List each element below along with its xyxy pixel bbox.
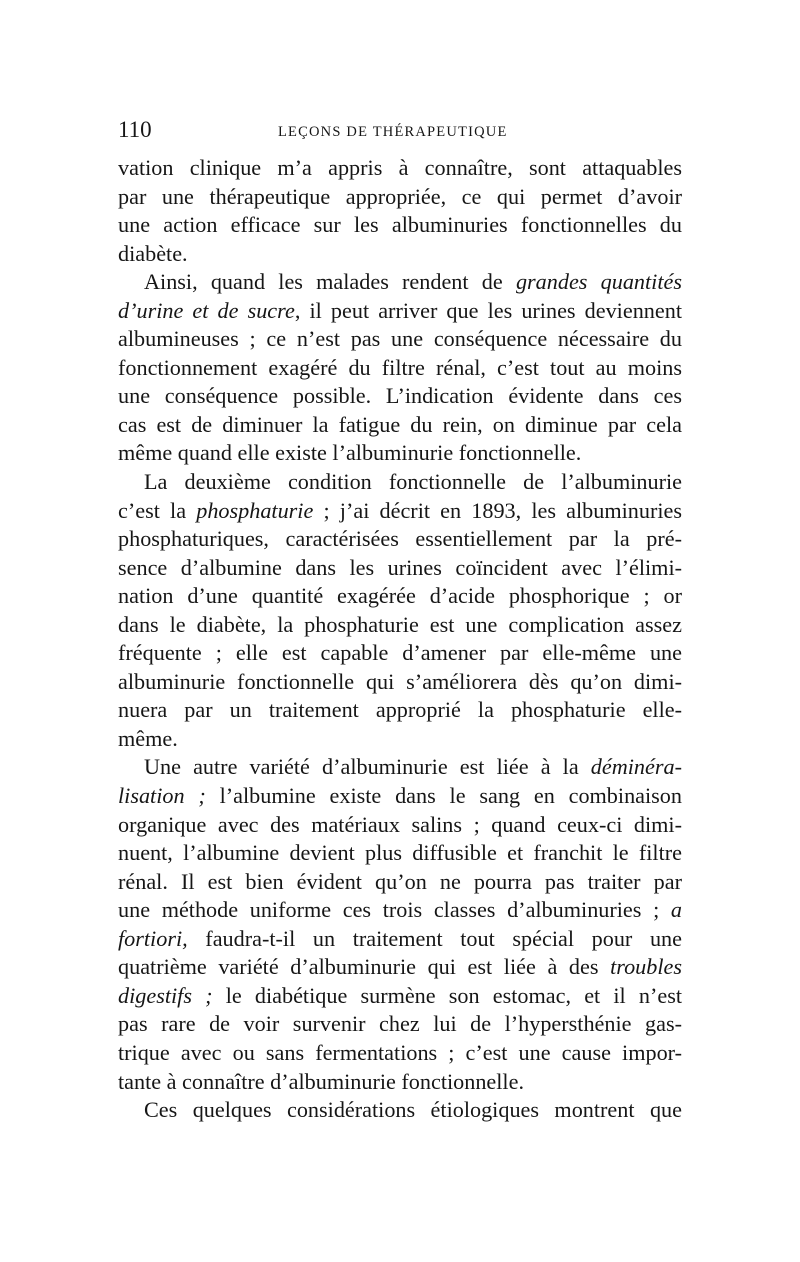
- page-number: 110: [118, 117, 152, 142]
- text-line: [118, 297, 682, 326]
- text-line: [118, 525, 682, 554]
- text-segment: nuera par un traitement approprié la phosphaturie elle-: [118, 697, 682, 723]
- text-segment: l’albumine existe dans le sang en combinaison: [205, 783, 682, 809]
- text-segment: nation d’une quantité exagérée d’acide phosphorique ; or: [118, 583, 682, 609]
- text-segment: pas rare de voir survenir chez lui de l’hypersthénie gas-: [118, 1011, 682, 1037]
- italic-text: d’urine et de sucre: [118, 297, 295, 323]
- italic-text: grandes quantités: [515, 269, 682, 295]
- text-line: [118, 868, 682, 897]
- italic-text: déminéra-: [590, 754, 682, 780]
- text-line: [118, 839, 682, 868]
- text-line: [118, 554, 682, 583]
- text-segment: par une thérapeutique appropriée, ce qui permet d’avoir: [118, 183, 682, 209]
- text-line: [118, 497, 682, 526]
- text-segment: albuminurie fonctionnelle qui s’améliorera dès qu’on dimi-: [118, 668, 682, 694]
- italic-text: a: [670, 897, 682, 923]
- text-segment: faudra-t-il un traitement tout spécial pour une: [187, 925, 682, 951]
- text-line: [118, 753, 682, 782]
- text-line: [118, 811, 682, 840]
- text-line: [118, 411, 682, 440]
- text-segment: nuent, l’albumine devient plus diffusible et franchit le filtre: [118, 840, 682, 866]
- text-segment: fonctionnement exagéré du filtre rénal, c’est tout au moins: [118, 354, 682, 380]
- page-header: [118, 117, 682, 147]
- text-segment: organique avec des matériaux salins ; quand ceux-ci dimi-: [118, 811, 682, 837]
- text-segment: même quand elle existe l’albuminurie fonctionnelle.: [118, 440, 582, 466]
- text-segment: Ainsi, quand les malades rendent de: [144, 269, 516, 295]
- text-line: [118, 1039, 682, 1068]
- text-segment: phosphaturiques, caractérisées essentiellement par la pré-: [118, 526, 682, 552]
- text-segment: albumineuses ; ce n’est pas une conséquence nécessaire du: [118, 326, 682, 352]
- text-line: [118, 982, 682, 1011]
- text-line: [118, 439, 682, 468]
- text-line: [118, 953, 682, 982]
- text-line: [118, 240, 682, 269]
- text-line: [118, 211, 682, 240]
- text-line: [118, 468, 682, 497]
- text-line: [118, 725, 682, 754]
- text-line: [118, 668, 682, 697]
- italic-text: digestifs ;: [118, 982, 213, 1008]
- text-line: [118, 782, 682, 811]
- text-line: [118, 183, 682, 212]
- text-line: [118, 154, 682, 183]
- text-segment: rénal. Il est bien évident qu’on ne pourra pas traiter par: [118, 868, 682, 894]
- text-line: [118, 696, 682, 725]
- text-segment: une méthode uniforme ces trois classes d’albuminuries ;: [118, 897, 671, 923]
- text-line: [118, 268, 682, 297]
- text-segment: sence d’albumine dans les urines coïncident avec l’élimi-: [118, 554, 682, 580]
- text-segment: Une autre variété d’albuminurie est liée à la: [144, 754, 591, 780]
- text-line: [118, 896, 682, 925]
- text-line: [118, 354, 682, 383]
- text-line: [118, 325, 682, 354]
- text-line: [118, 1096, 682, 1125]
- text-segment: La deuxième condition fonctionnelle de l’albuminurie: [144, 469, 682, 495]
- text-segment: même.: [118, 725, 178, 751]
- text-line: [118, 382, 682, 411]
- text-segment: quatrième variété d’albuminurie qui est liée à des: [118, 954, 611, 980]
- text-line: [118, 582, 682, 611]
- text-segment: une action efficace sur les albuminuries fonctionnelles du: [118, 212, 682, 238]
- text-segment: diabète.: [118, 240, 188, 266]
- text-segment: une conséquence possible. L’indication évidente dans ces: [118, 383, 682, 409]
- text-segment: c’est la: [118, 497, 197, 523]
- text-line: [118, 1068, 682, 1097]
- italic-text: fortiori,: [118, 925, 188, 951]
- text-segment: trique avec ou sans fermentations ; c’est une cause impor-: [118, 1039, 682, 1065]
- body-text: [118, 154, 682, 1125]
- running-title: LEÇONS DE THÉRAPEUTIQUE: [278, 124, 508, 140]
- italic-text: troubles: [610, 954, 682, 980]
- text-line: [118, 639, 682, 668]
- text-segment: fréquente ; elle est capable d’amener par elle-même une: [118, 640, 682, 666]
- text-segment: ; j’ai décrit en 1893, les albuminuries: [313, 497, 683, 523]
- text-line: [118, 925, 682, 954]
- italic-text: phosphaturie: [196, 497, 314, 523]
- text-segment: vation clinique m’a appris à connaître, sont attaquables: [118, 155, 682, 180]
- text-segment: , il peut arriver que les urines deviennent: [294, 297, 682, 323]
- italic-text: lisation ;: [118, 783, 206, 809]
- text-line: [118, 611, 682, 640]
- text-line: [118, 1010, 682, 1039]
- text-segment: dans le diabète, la phosphaturie est une complication assez: [118, 611, 682, 637]
- text-segment: tante à connaître d’albuminurie fonctionnelle.: [118, 1068, 524, 1094]
- text-segment: le diabétique surmène son estomac, et il n’est: [212, 982, 683, 1008]
- text-segment: cas est de diminuer la fatigue du rein, on diminue par cela: [118, 411, 682, 437]
- text-segment: Ces quelques considérations étiologiques montrent que: [144, 1097, 682, 1123]
